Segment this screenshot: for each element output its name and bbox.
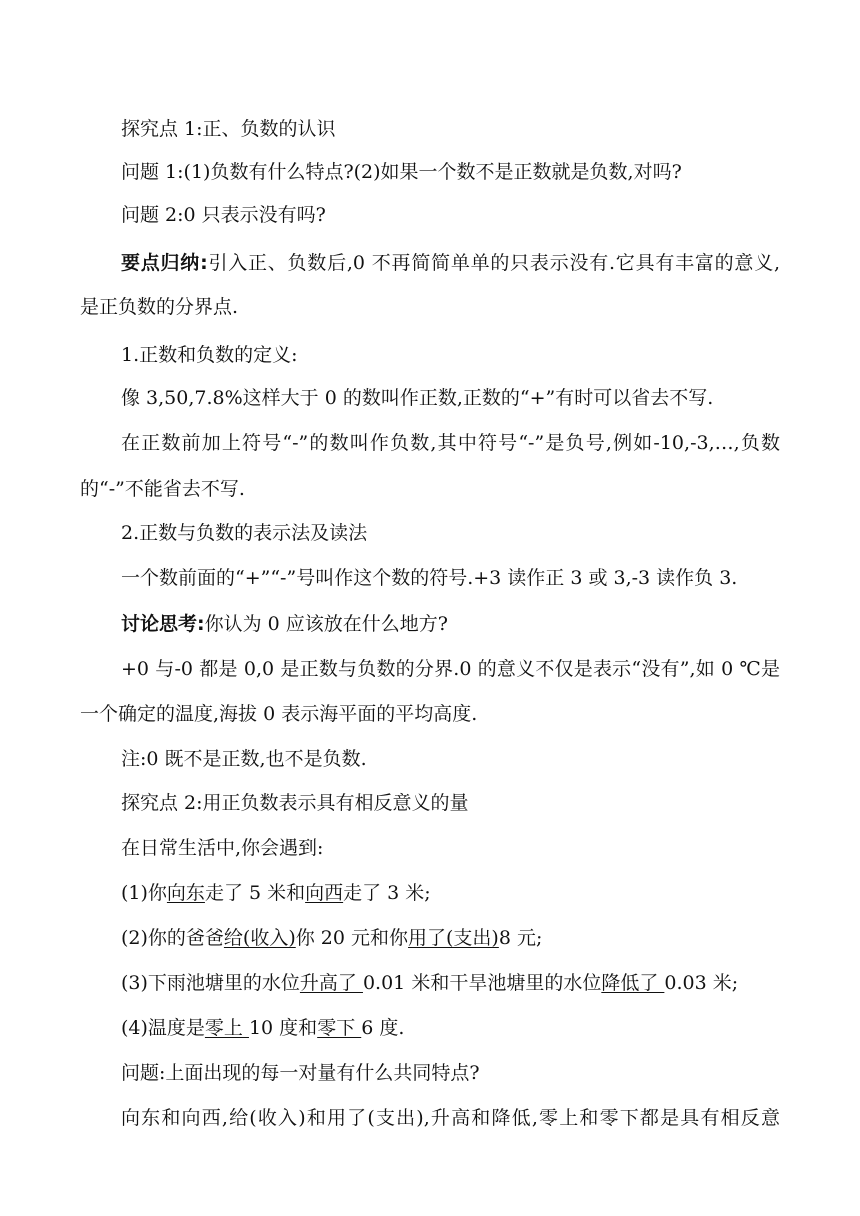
example-4-underline-2: 零下 (317, 1017, 362, 1039)
key-points-line-1 (121, 250, 780, 276)
example-4 (121, 1015, 780, 1041)
representation-text: 一个数前面的“+”“-”号叫作这个数的符号.+3 读作正 3 或 3,-3 读作负 3. (121, 567, 738, 589)
key-points-text-2: 是正负数的分界点. (80, 296, 239, 318)
example-2-text-c: 8 元; (498, 927, 543, 949)
example-3-underline-1: 升高了 (299, 972, 363, 994)
discussion-line (121, 611, 780, 637)
example-4-text-b: 10 度和 (248, 1017, 318, 1039)
example-1 (121, 880, 780, 906)
example-3-text-a: (3)下雨池塘里的水位 (121, 972, 300, 994)
example-3-text-c: 0.03 米; (664, 972, 739, 994)
section-2-title: 探究点 2:用正负数表示具有相反意义的量 (121, 792, 469, 814)
example-1-text-b: 走了 5 米和 (204, 882, 306, 904)
example-4-text-a: (4)温度是 (121, 1017, 205, 1039)
key-points-text-1: 引入正、负数后,0 不再简简单单的只表示没有.它具有丰富的意义, (207, 252, 781, 274)
key-points-label: 要点归纳: (121, 252, 208, 274)
example-1-underline-1: 向东 (166, 882, 205, 904)
example-2-text-a: (2)你的爸爸 (121, 927, 224, 949)
section-1-title: 探究点 1:正、负数的认识 (121, 118, 336, 140)
example-3 (121, 970, 780, 996)
question-1: 问题 1:(1)负数有什么特点?(2)如果一个数不是正数就是负数,对吗? (121, 161, 682, 183)
example-2-underline-1: 给(收入) (223, 927, 296, 949)
note-text: 注:0 既不是正数,也不是负数. (121, 748, 367, 770)
question-2: 问题 2:0 只表示没有吗? (121, 204, 326, 226)
example-1-text-c: 走了 3 米; (343, 882, 431, 904)
question-3: 问题:上面出现的每一对量有什么共同特点? (121, 1062, 480, 1084)
example-3-text-b: 0.01 米和干旱池塘里的水位 (362, 972, 602, 994)
example-2 (121, 925, 780, 951)
example-4-underline-1: 零上 (204, 1017, 249, 1039)
daily-life-intro: 在日常生活中,你会遇到: (121, 837, 324, 859)
representation-title: 2.正数与负数的表示法及读法 (121, 522, 368, 544)
example-3-underline-2: 降低了 (601, 972, 665, 994)
answer-text: 向东和向西,给(收入)和用了(支出),升高和降低,零上和零下都是具有相反意 (121, 1107, 780, 1129)
example-1-text-a: (1)你 (121, 882, 167, 904)
discussion-text: 你认为 0 应该放在什么地方? (204, 613, 448, 635)
negative-definition-line-1: 在正数前加上符号“-”的数叫作负数,其中符号“-”是负号,例如-10,-3,…,负数 (121, 432, 780, 454)
negative-definition-line-2: 的“-”不能省去不写. (80, 478, 245, 500)
positive-definition: 像 3,50,7.8%这样大于 0 的数叫作正数,正数的“+”有时可以省去不写. (121, 387, 714, 409)
zero-meaning-line-1: +0 与-0 都是 0,0 是正数与负数的分界.0 的意义不仅是表示“没有”,如 0 ℃是 (121, 658, 780, 680)
example-2-text-b: 你 20 元和你 (295, 927, 409, 949)
example-2-underline-2: 用了(支出) (408, 927, 499, 949)
definition-title: 1.正数和负数的定义: (121, 344, 298, 366)
example-4-text-c: 6 度. (361, 1017, 405, 1039)
discussion-label: 讨论思考: (121, 613, 205, 635)
example-1-underline-2: 向西 (305, 882, 344, 904)
zero-meaning-line-2: 一个确定的温度,海拔 0 表示海平面的平均高度. (80, 703, 478, 725)
